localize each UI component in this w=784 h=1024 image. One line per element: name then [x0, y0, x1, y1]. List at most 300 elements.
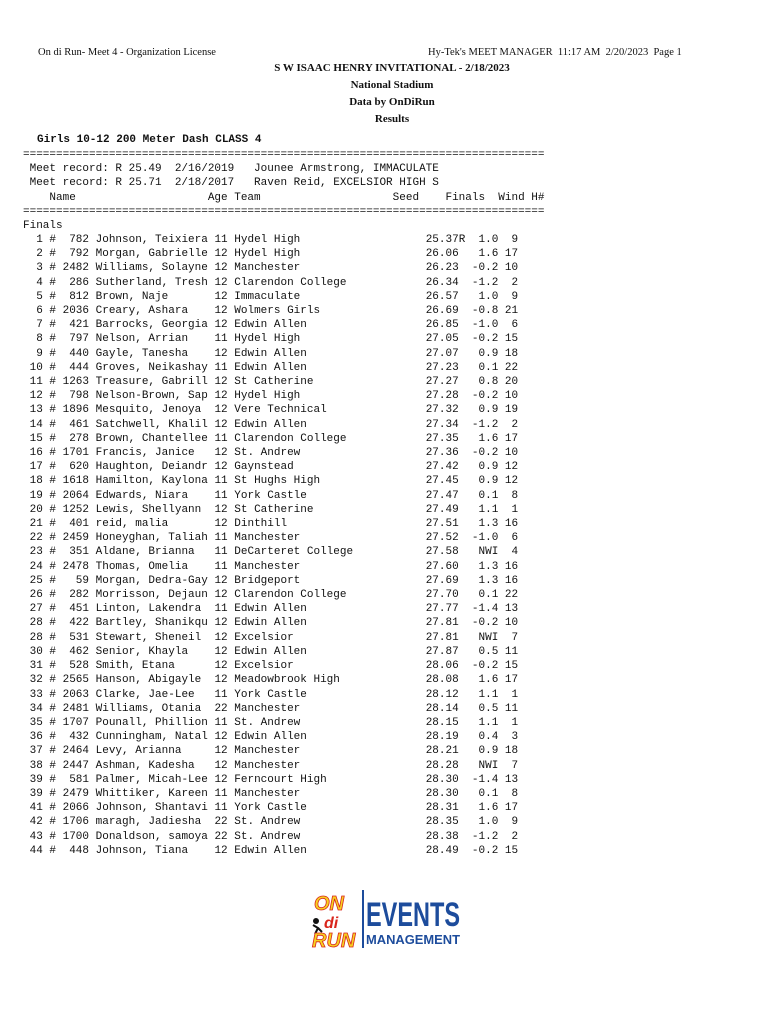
final-time: 26.23 [425, 262, 466, 275]
team: Hydel High [234, 248, 426, 261]
bib: 59 [62, 574, 96, 587]
age: 11 [214, 489, 235, 502]
table-row [23, 262, 518, 274]
place: 26 # [23, 589, 63, 602]
final-time: 26.06 [425, 248, 466, 261]
team: Excelsior [234, 660, 426, 673]
place: 12 # [23, 390, 63, 403]
team: Excelsior [234, 631, 426, 644]
bib: 448 [62, 844, 96, 857]
bib: 1618 [62, 475, 96, 488]
final-time: 27.81 [425, 631, 466, 644]
final-time: 28.49 [425, 844, 466, 857]
age: 11 [214, 475, 235, 488]
place: 8 # [23, 333, 63, 346]
table-row [23, 717, 518, 729]
age: 12 [214, 390, 235, 403]
final-time: 27.36 [425, 447, 466, 460]
bib: 461 [62, 418, 96, 431]
meet-title: S W ISAAC HENRY INVITATIONAL - 2/18/2023 [274, 62, 510, 74]
table-row [23, 419, 518, 431]
place: 37 # [23, 745, 63, 758]
athlete-name: Stewart, Sheneil [95, 631, 215, 644]
bib: 421 [62, 319, 96, 332]
table-row [23, 646, 518, 658]
final-time: 27.87 [425, 645, 466, 658]
age: 12 [214, 461, 235, 474]
age: 12 [214, 305, 235, 318]
table-row [23, 404, 518, 416]
team: Edwin Allen [234, 645, 426, 658]
heat: 9 [498, 816, 519, 829]
place: 24 # [23, 560, 63, 573]
table-row [23, 589, 518, 601]
final-time: 28.12 [425, 688, 466, 701]
place: 19 # [23, 489, 63, 502]
wind: 0.5 [465, 645, 499, 658]
table-row [23, 745, 518, 757]
athlete-name: maragh, Jadiesha [95, 816, 215, 829]
heat: 16 [498, 560, 519, 573]
athlete-name: Hamilton, Kaylona [95, 475, 215, 488]
table-row [23, 433, 518, 445]
age: 11 [214, 688, 235, 701]
wind: 1.6 [465, 248, 499, 261]
athlete-name: Francis, Janice [95, 447, 215, 460]
heat: 12 [498, 461, 519, 474]
age: 12 [214, 631, 235, 644]
wind: 1.0 [465, 816, 499, 829]
place: 1 # [23, 234, 63, 246]
wind: 0.9 [465, 461, 499, 474]
final-time: 27.49 [425, 503, 466, 516]
wind: NWI [465, 759, 499, 772]
age: 12 [214, 290, 235, 303]
bib: 2478 [62, 560, 96, 573]
table-row [23, 376, 518, 388]
bib: 451 [62, 603, 96, 616]
table-row [23, 660, 518, 672]
athlete-name: Creary, Ashara [95, 305, 215, 318]
heat: 8 [498, 489, 519, 502]
team: Manchester [234, 745, 426, 758]
bib: 401 [62, 518, 96, 531]
team: Edwin Allen [234, 844, 426, 857]
final-time: 26.85 [425, 319, 466, 332]
age: 12 [214, 376, 235, 389]
athlete-name: Gayle, Tanesha [95, 347, 215, 360]
heat: 10 [498, 447, 519, 460]
venue: National Stadium [350, 79, 434, 91]
final-time: 27.32 [425, 404, 466, 417]
table-row [23, 845, 518, 857]
team: Hydel High [234, 234, 426, 246]
bib: 528 [62, 660, 96, 673]
bib: 351 [62, 546, 96, 559]
bib: 620 [62, 461, 96, 474]
heat: 10 [498, 390, 519, 403]
logo-di-text: di [324, 915, 339, 932]
heat: 17 [498, 248, 519, 261]
table-row [23, 831, 518, 843]
heat: 16 [498, 518, 519, 531]
wind: -1.2 [465, 830, 499, 843]
place: 44 # [23, 844, 63, 857]
athlete-name: Linton, Lakendra [95, 603, 215, 616]
age: 22 [214, 816, 235, 829]
place: 25 # [23, 574, 63, 587]
event-title: Girls 10-12 200 Meter Dash CLASS 4 [37, 134, 262, 146]
age: 12 [214, 574, 235, 587]
team: St Hughs High [234, 475, 426, 488]
age: 12 [214, 518, 235, 531]
athlete-name: Johnson, Tiana [95, 844, 215, 857]
wind: 1.1 [465, 503, 499, 516]
heat: 18 [498, 347, 519, 360]
wind: -0.2 [465, 262, 499, 275]
results-table [23, 233, 518, 858]
athlete-name: Barrocks, Georgia [95, 319, 215, 332]
table-row [23, 490, 518, 502]
place: 18 # [23, 475, 63, 488]
place: 20 # [23, 503, 63, 516]
final-time: 28.38 [425, 830, 466, 843]
table-row [23, 546, 518, 558]
bib: 1701 [62, 447, 96, 460]
table-row [23, 447, 518, 459]
place: 10 # [23, 361, 63, 374]
heat: 13 [498, 773, 519, 786]
wind: -0.8 [465, 305, 499, 318]
place: 17 # [23, 461, 63, 474]
wind: -1.0 [465, 319, 499, 332]
final-time: 28.14 [425, 702, 466, 715]
team: Clarendon College [234, 432, 426, 445]
final-time: 27.51 [425, 518, 466, 531]
team: Hydel High [234, 333, 426, 346]
heat: 12 [498, 475, 519, 488]
place: 33 # [23, 688, 63, 701]
team: Edwin Allen [234, 617, 426, 630]
age: 12 [214, 660, 235, 673]
bib: 440 [62, 347, 96, 360]
table-row [23, 305, 518, 317]
table-row [23, 333, 518, 345]
final-time: 28.30 [425, 787, 466, 800]
final-time: 28.31 [425, 802, 466, 815]
table-row [23, 760, 518, 772]
wind: -0.2 [465, 447, 499, 460]
final-time: 28.08 [425, 674, 466, 687]
wind: 1.0 [465, 234, 499, 246]
wind: 1.0 [465, 290, 499, 303]
place: 11 # [23, 376, 63, 389]
athlete-name: Cunningham, Natal [95, 731, 215, 744]
table-row [23, 816, 518, 828]
place: 22 # [23, 532, 63, 545]
athlete-name: Honeyghan, Taliah [95, 532, 215, 545]
place: 16 # [23, 447, 63, 460]
age: 11 [214, 546, 235, 559]
bib: 2459 [62, 532, 96, 545]
bib: 812 [62, 290, 96, 303]
wind: 0.9 [465, 745, 499, 758]
heat: 11 [498, 645, 519, 658]
heat: 21 [498, 305, 519, 318]
wind: 0.1 [465, 361, 499, 374]
data-by: Data by OnDiRun [349, 96, 435, 108]
place: 31 # [23, 660, 63, 673]
athlete-name: Williams, Otania [95, 702, 215, 715]
table-row [23, 774, 518, 786]
heat: 15 [498, 333, 519, 346]
athlete-name: Ashman, Kadesha [95, 759, 215, 772]
athlete-name: Nelson-Brown, Sap [95, 390, 215, 403]
age: 11 [214, 560, 235, 573]
bib: 2565 [62, 674, 96, 687]
heat: 1 [498, 716, 519, 729]
wind: -1.2 [465, 276, 499, 289]
heat: 2 [498, 276, 519, 289]
final-time: 28.06 [425, 660, 466, 673]
team: Edwin Allen [234, 603, 426, 616]
team: St Catherine [234, 503, 426, 516]
wind: -0.2 [465, 333, 499, 346]
wind: 0.8 [465, 376, 499, 389]
team: Edwin Allen [234, 319, 426, 332]
place: 27 # [23, 603, 63, 616]
team: Edwin Allen [234, 347, 426, 360]
final-time: 28.30 [425, 773, 466, 786]
wind: 0.4 [465, 731, 499, 744]
team: Hydel High [234, 390, 426, 403]
wind: -0.2 [465, 617, 499, 630]
table-row [23, 291, 518, 303]
meet-record-2: Meet record: R 25.71 2/18/2017 Raven Reid, EXCELSIOR HIGH S [23, 177, 439, 190]
team: Manchester [234, 787, 426, 800]
age: 12 [214, 276, 235, 289]
team: Immaculate [234, 290, 426, 303]
age: 11 [214, 432, 235, 445]
team: Ferncourt High [234, 773, 426, 786]
wind: 1.1 [465, 716, 499, 729]
age: 12 [214, 404, 235, 417]
age: 12 [214, 773, 235, 786]
wind: 1.3 [465, 518, 499, 531]
wind: -1.4 [465, 603, 499, 616]
heat: 6 [498, 319, 519, 332]
final-time: 28.21 [425, 745, 466, 758]
athlete-name: Brown, Chantellee [95, 432, 215, 445]
wind: 0.9 [465, 475, 499, 488]
rule-top: =============================================================================== [23, 149, 545, 161]
age: 12 [214, 617, 235, 630]
wind: -1.4 [465, 773, 499, 786]
bib: 2482 [62, 262, 96, 275]
heat: 13 [498, 603, 519, 616]
team: Bridgeport [234, 574, 426, 587]
place: 14 # [23, 418, 63, 431]
age: 12 [214, 731, 235, 744]
table-row [23, 518, 518, 530]
logo-divider [362, 890, 364, 948]
place: 5 # [23, 290, 63, 303]
athlete-name: Pounall, Phillion [95, 716, 215, 729]
final-time: 26.34 [425, 276, 466, 289]
team: Edwin Allen [234, 731, 426, 744]
bib: 2063 [62, 688, 96, 701]
team: St. Andrew [234, 816, 426, 829]
bib: 798 [62, 390, 96, 403]
team: Edwin Allen [234, 361, 426, 374]
wind: 0.1 [465, 589, 499, 602]
table-row [23, 674, 518, 686]
age: 11 [214, 802, 235, 815]
heat: 2 [498, 830, 519, 843]
table-row [23, 461, 518, 473]
wind: 1.1 [465, 688, 499, 701]
heat: 4 [498, 546, 519, 559]
athlete-name: Whittiker, Kareen [95, 787, 215, 800]
logo-run-text: RUN [312, 930, 356, 952]
place: 35 # [23, 716, 63, 729]
place: 2 # [23, 248, 63, 261]
athlete-name: Williams, Solayne [95, 262, 215, 275]
place: 30 # [23, 645, 63, 658]
final-time: 27.77 [425, 603, 466, 616]
table-row [23, 504, 518, 516]
heat: 6 [498, 532, 519, 545]
age: 11 [214, 603, 235, 616]
table-row [23, 475, 518, 487]
athlete-name: Senior, Khayla [95, 645, 215, 658]
table-row [23, 561, 518, 573]
team: St. Andrew [234, 830, 426, 843]
athlete-name: Johnson, Shantavi [95, 802, 215, 815]
age: 11 [214, 787, 235, 800]
bib: 797 [62, 333, 96, 346]
table-row [23, 731, 518, 743]
age: 12 [214, 645, 235, 658]
age: 12 [214, 745, 235, 758]
team: York Castle [234, 489, 426, 502]
athlete-name: Brown, Naje [95, 290, 215, 303]
bib: 531 [62, 631, 96, 644]
age: 12 [214, 503, 235, 516]
athlete-name: Johnson, Teixiera [95, 234, 215, 246]
heat: 15 [498, 844, 519, 857]
table-row [23, 319, 518, 331]
bib: 1896 [62, 404, 96, 417]
final-time: 27.60 [425, 560, 466, 573]
heat: 18 [498, 745, 519, 758]
logo-on-text: ON [314, 893, 344, 915]
heat: 10 [498, 617, 519, 630]
team: St. Andrew [234, 716, 426, 729]
bib: 2464 [62, 745, 96, 758]
table-row [23, 788, 518, 800]
athlete-name: Morrisson, Dejaun [95, 589, 215, 602]
athlete-name: Clarke, Jae-Lee [95, 688, 215, 701]
athlete-name: Sutherland, Tresh [95, 276, 215, 289]
final-time: 27.05 [425, 333, 466, 346]
bib: 282 [62, 589, 96, 602]
final-time: 28.15 [425, 716, 466, 729]
athlete-name: Morgan, Dedra-Gay [95, 574, 215, 587]
team: St. Andrew [234, 447, 426, 460]
section-label: Finals [23, 220, 63, 233]
athlete-name: Edwards, Niara [95, 489, 215, 502]
final-time: 28.35 [425, 816, 466, 829]
bib: 2479 [62, 787, 96, 800]
bib: 1700 [62, 830, 96, 843]
heat: 7 [498, 759, 519, 772]
place: 7 # [23, 319, 63, 332]
place: 9 # [23, 347, 63, 360]
wind: -1.2 [465, 418, 499, 431]
age: 22 [214, 830, 235, 843]
team: York Castle [234, 688, 426, 701]
final-time: 27.42 [425, 461, 466, 474]
athlete-name: reid, malia [95, 518, 215, 531]
age: 11 [214, 361, 235, 374]
bib: 422 [62, 617, 96, 630]
athlete-name: Hanson, Abigayle [95, 674, 215, 687]
place: 41 # [23, 802, 63, 815]
bib: 2036 [62, 305, 96, 318]
table-row [23, 532, 518, 544]
final-time: 27.69 [425, 574, 466, 587]
wind: 1.3 [465, 574, 499, 587]
heat: 17 [498, 432, 519, 445]
bib: 1707 [62, 716, 96, 729]
team: Manchester [234, 702, 426, 715]
table-row [23, 248, 518, 260]
age: 12 [214, 447, 235, 460]
age: 11 [214, 716, 235, 729]
heat: 9 [498, 290, 519, 303]
table-row [23, 703, 518, 715]
wind: 0.9 [465, 347, 499, 360]
heat: 3 [498, 731, 519, 744]
place: 4 # [23, 276, 63, 289]
table-row [23, 603, 518, 615]
table-row [23, 234, 518, 246]
age: 12 [214, 248, 235, 261]
heat: 15 [498, 660, 519, 673]
team: Manchester [234, 759, 426, 772]
logo-events-text: EVENTS [366, 896, 460, 934]
wind: 0.9 [465, 404, 499, 417]
place: 32 # [23, 674, 63, 687]
age: 12 [214, 589, 235, 602]
age: 22 [214, 702, 235, 715]
bib: 1263 [62, 376, 96, 389]
athlete-name: Smith, Etana [95, 660, 215, 673]
header-right: Hy-Tek's MEET MANAGER 11:17 AM 2/20/2023 Page 1 [428, 47, 682, 58]
age: 12 [214, 418, 235, 431]
bib: 581 [62, 773, 96, 786]
wind: -0.2 [465, 660, 499, 673]
place: 34 # [23, 702, 63, 715]
bib: 782 [62, 234, 96, 246]
wind: 0.1 [465, 787, 499, 800]
table-row [23, 575, 518, 587]
heat: 20 [498, 376, 519, 389]
bib: 792 [62, 248, 96, 261]
age: 12 [214, 844, 235, 857]
place: 38 # [23, 759, 63, 772]
